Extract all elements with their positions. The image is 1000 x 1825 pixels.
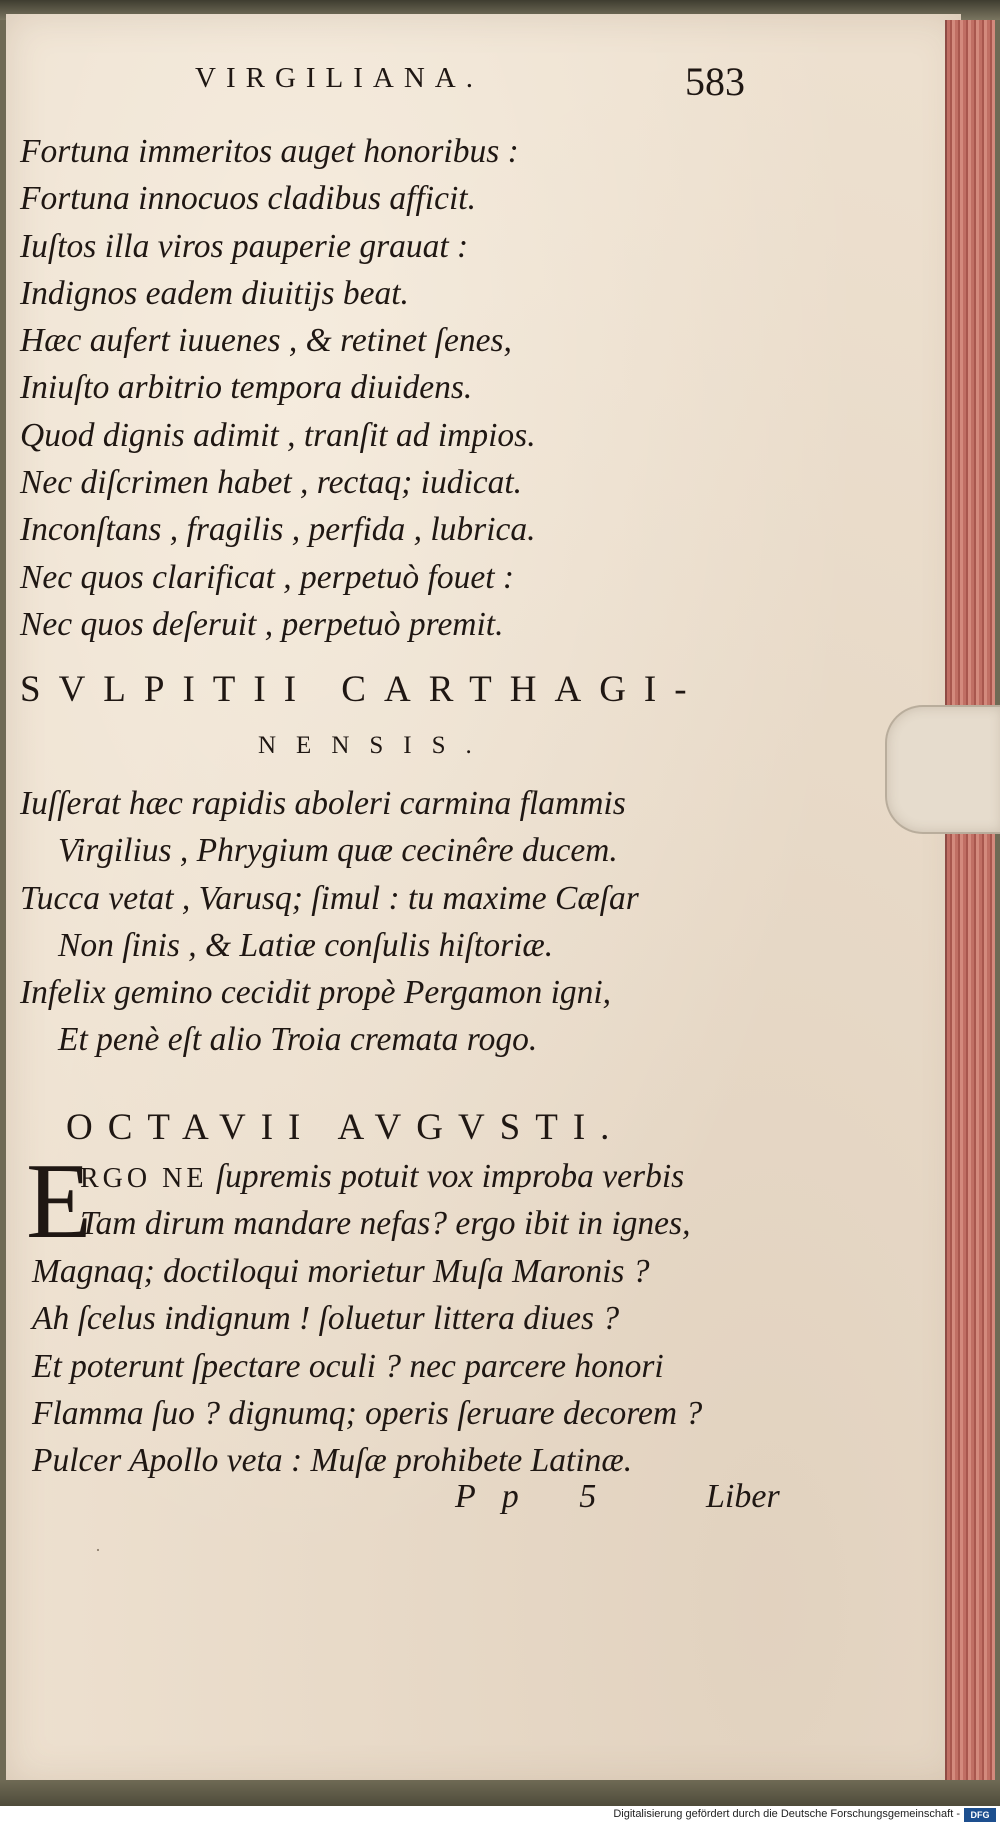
small-caps-opening: RGO NE xyxy=(80,1163,208,1194)
verse-line: Nec quos clarificat , perpetuò fouet : xyxy=(20,558,515,596)
verse-line: Iniuſto arbitrio tempora diuidens. xyxy=(20,369,473,407)
verse-line: Iuſſerat hæc rapidis aboleri carmina flammis xyxy=(20,785,626,822)
verse-line: Nec quos deſeruit , perpetuò premit. xyxy=(20,605,504,643)
poem-augustus xyxy=(32,1248,702,1484)
verse-line-first-rest: ſupremis potuit vox improba verbis xyxy=(215,1158,685,1195)
page-tab-marker xyxy=(885,705,1000,834)
heading-sulpitius: SVLPITII CARTHAGI- xyxy=(20,669,705,710)
verse-line: Inconſtans , fragilis , perfida , lubrica. xyxy=(20,511,536,549)
signature-mark: Pp 5 xyxy=(455,1478,623,1515)
catchword: Liber xyxy=(706,1478,780,1515)
verse-line: Pulcer Apollo veta : Muſæ prohibete Latinæ. xyxy=(32,1442,633,1480)
poem-fortuna xyxy=(20,128,536,648)
verse-line: Flamma ſuo ? dignumq; operis ſeruare decorem ? xyxy=(32,1394,703,1432)
page-fore-edge xyxy=(945,20,995,1785)
dfg-logo-icon[interactable]: DFG xyxy=(964,1808,996,1822)
verse-line: Fortuna innocuos cladibus afficit. xyxy=(20,180,476,218)
paper-speck: · xyxy=(95,1540,101,1560)
digitization-note: Digitalisierung gefördert durch die Deutsche Forschungsgemeinschaft - xyxy=(613,1808,960,1820)
verse-line: Infelix gemino cecidit propè Pergamon igni, xyxy=(20,974,612,1012)
verse-line: Hæc aufert iuuenes , & retinet ſenes, xyxy=(20,322,512,360)
verse-line: Fortuna immeritos auget honoribus : xyxy=(20,133,519,170)
verse-line-second: Tam dirum mandare nefas? ergo ibit in ignes, xyxy=(80,1205,691,1242)
running-head: VIRGILIANA. xyxy=(195,62,483,94)
verse-line: Quod dignis adimit , tranſit ad impios. xyxy=(20,416,536,454)
heading-sulpitius-continued: NENSIS. xyxy=(258,732,492,759)
verse-line: Indignos eadem diuitijs beat. xyxy=(20,274,409,312)
scan-bottom-edge xyxy=(0,1780,1000,1808)
heading-augustus: OCTAVII AVGVSTI. xyxy=(66,1107,625,1148)
verse-line: Non ſinis , & Latiæ conſulis hiſtoriæ. xyxy=(58,926,554,964)
verse-line: Et poterunt ſpectare oculi ? nec parcere honori xyxy=(32,1347,664,1385)
verse-line: Iuſtos illa viros pauperie grauat : xyxy=(20,227,469,265)
verse-line: Ah ſcelus indignum ! ſoluetur littera diues ? xyxy=(32,1300,620,1338)
verse-line: Magnaq; doctiloqui morietur Muſa Maronis ? xyxy=(32,1253,650,1290)
drop-cap: E xyxy=(26,1142,92,1261)
verse-line: Virgilius , Phrygium quæ cecinêre ducem. xyxy=(58,832,618,870)
page-number: 583 xyxy=(685,59,745,104)
verse-line: Et penè eſt alio Troia cremata rogo. xyxy=(58,1021,538,1059)
poem-sulpitius xyxy=(20,780,639,1064)
verse-line-first xyxy=(80,1153,684,1202)
verse-line: Nec diſcrimen habet , rectaq; iudicat. xyxy=(20,464,523,502)
verse-line: Tucca vetat , Varusq; ſimul : tu maxime Cæſar xyxy=(20,879,639,917)
